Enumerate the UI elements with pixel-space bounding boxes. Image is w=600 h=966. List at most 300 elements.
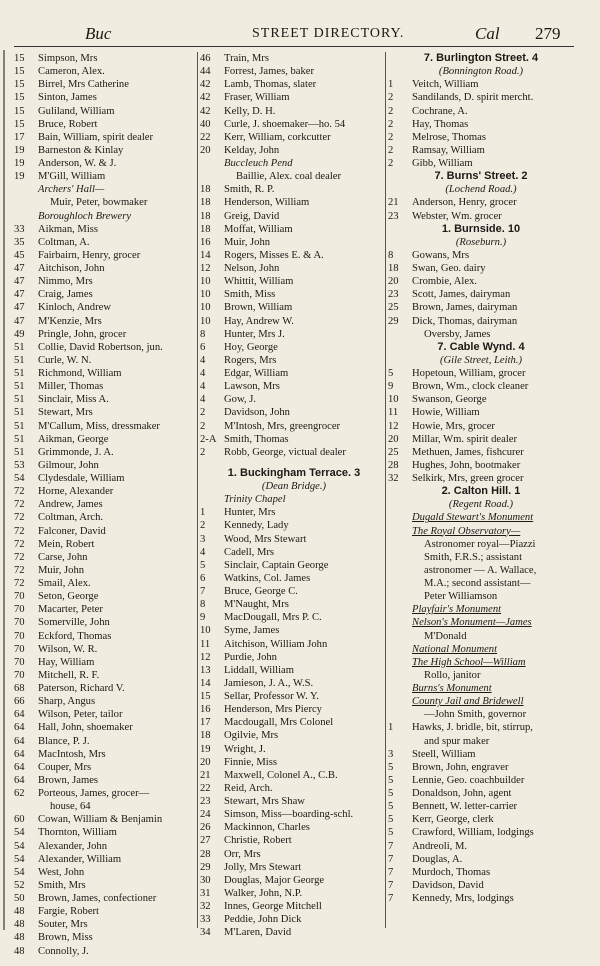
resident-name: Souter, Mrs xyxy=(38,919,88,931)
directory-entry xyxy=(388,406,574,419)
house-number: 19 xyxy=(14,158,25,169)
directory-entry xyxy=(200,144,388,157)
house-number: 2 xyxy=(200,446,206,458)
directory-entry xyxy=(14,446,199,459)
resident-name: Kelday, John xyxy=(224,144,280,156)
directory-entry xyxy=(388,157,574,170)
resident-name: Crombie, Alex. xyxy=(412,276,478,288)
house-number: 3 xyxy=(200,533,206,545)
house-number: 2 xyxy=(200,420,206,432)
resident-name: Webster, Wm. grocer xyxy=(412,210,502,222)
house-number: 40 xyxy=(200,118,211,130)
directory-entry xyxy=(200,874,388,887)
directory-entry xyxy=(388,446,574,459)
house-number: 62 xyxy=(14,788,25,799)
resident-name: Greig, David xyxy=(224,210,280,222)
house-number: 20 xyxy=(388,276,399,288)
resident-name: Guliland, William xyxy=(38,105,115,117)
directory-entry xyxy=(200,887,388,900)
directory-entry xyxy=(200,572,388,585)
street-subheading xyxy=(388,498,574,511)
house-number: 5 xyxy=(388,827,394,839)
resident-name: Bain, William, spirit dealer xyxy=(38,131,153,143)
directory-entry xyxy=(14,354,199,367)
street-heading xyxy=(388,485,574,498)
directory-entry xyxy=(14,157,199,170)
resident-name: Forrest, James, baker xyxy=(224,66,315,78)
resident-name: Mein, Robert xyxy=(38,538,95,550)
directory-entry xyxy=(200,848,388,861)
house-number: 19 xyxy=(14,144,25,156)
directory-entry xyxy=(388,315,574,328)
resident-name: Veitch, William xyxy=(412,79,479,91)
house-number: 42 xyxy=(200,92,211,104)
directory-entry xyxy=(388,288,574,301)
resident-name: Mackinnon, Charles xyxy=(224,822,310,834)
resident-name: Hunter, Mrs J. xyxy=(224,328,285,340)
resident-name: M'Naught, Mrs xyxy=(224,599,289,611)
resident-name: M'Laren, David xyxy=(224,927,292,939)
house-number: 15 xyxy=(14,118,25,130)
resident-name: Henderson, William xyxy=(224,197,310,209)
landmark-entry xyxy=(388,643,574,656)
directory-entry xyxy=(14,65,199,78)
resident-name: Hall, John, shoemaker xyxy=(38,722,133,734)
house-number: 72 xyxy=(14,486,25,498)
resident-name: Paterson, Richard V. xyxy=(38,683,125,694)
continuation-line xyxy=(388,735,574,748)
house-number: 60 xyxy=(14,814,25,826)
directory-entry xyxy=(200,546,388,559)
house-number: 1 xyxy=(388,722,394,734)
resident-name: Douglas, A. xyxy=(412,853,463,865)
resident-name: Barneston & Kinlay xyxy=(38,144,124,156)
resident-name: The High School—William xyxy=(412,656,526,668)
street-heading xyxy=(388,52,574,65)
house-number: 8 xyxy=(388,249,394,261)
resident-name: Brown, John, engraver xyxy=(412,761,509,773)
landmark-entry xyxy=(14,210,199,223)
directory-entry xyxy=(388,721,574,734)
house-number: 23 xyxy=(388,289,399,301)
directory-entry xyxy=(200,91,388,104)
continuation-line xyxy=(388,630,574,643)
house-number: 70 xyxy=(14,669,25,681)
house-number: 17 xyxy=(14,131,25,143)
house-number: 54 xyxy=(14,840,25,852)
house-number: 23 xyxy=(200,796,211,807)
directory-entry xyxy=(388,393,574,406)
house-number: 9 xyxy=(388,381,394,393)
house-number: 4 xyxy=(200,546,206,558)
resident-name: Smith, F.R.S.; assistant xyxy=(424,551,523,563)
house-number: 70 xyxy=(14,630,25,642)
directory-entry xyxy=(388,800,574,813)
resident-name: Collie, David Robertson, jun. xyxy=(38,341,163,353)
house-number: 51 xyxy=(14,446,25,458)
landmark-entry xyxy=(388,616,574,629)
resident-name: Henderson, Mrs Piercy xyxy=(224,704,322,716)
directory-entry xyxy=(388,262,574,275)
house-number: 72 xyxy=(14,525,25,537)
directory-entry xyxy=(388,131,574,144)
directory-entry xyxy=(14,105,199,118)
directory-entry xyxy=(200,315,388,328)
resident-name: Grimmonde, J. A. xyxy=(38,446,114,458)
resident-name: Burns's Monument xyxy=(412,683,492,694)
resident-name: Syme, James xyxy=(224,625,280,637)
house-number: 47 xyxy=(14,263,25,274)
directory-entry xyxy=(388,472,574,485)
directory-entry xyxy=(14,577,199,590)
resident-name: Smith, R. P. xyxy=(224,184,275,196)
house-number: 45 xyxy=(14,249,25,261)
house-number: 44 xyxy=(200,66,211,78)
house-number: 7 xyxy=(388,893,394,904)
directory-entry xyxy=(200,301,388,314)
directory-entry xyxy=(388,787,574,800)
directory-entry xyxy=(14,931,199,944)
house-number: 4 xyxy=(200,394,206,406)
house-number: 27 xyxy=(200,835,211,847)
directory-entry xyxy=(14,643,199,656)
house-number: 47 xyxy=(14,289,25,301)
directory-entry xyxy=(14,879,199,892)
continuation-line xyxy=(14,800,199,813)
directory-entry xyxy=(200,743,388,756)
column-3 xyxy=(388,52,574,905)
directory-entry xyxy=(200,354,388,367)
resident-name: Playfair's Monument xyxy=(412,604,502,616)
house-number: 7 xyxy=(200,586,206,597)
house-number: 5 xyxy=(388,368,394,379)
resident-name: Bruce, Robert xyxy=(38,118,98,130)
house-number: 6 xyxy=(200,572,206,584)
directory-entry xyxy=(14,315,199,328)
spacer xyxy=(200,459,388,467)
resident-name: Simpson, Mrs xyxy=(38,53,98,64)
directory-entry xyxy=(200,131,388,144)
house-number: 72 xyxy=(14,578,25,589)
resident-name: M'Intosh, Mrs, greengrocer xyxy=(224,420,341,432)
resident-name: Brown, James, confectioner xyxy=(38,893,157,904)
directory-entry xyxy=(200,926,388,939)
directory-entry xyxy=(14,144,199,157)
resident-name: Horne, Alexander xyxy=(38,486,114,498)
header-right-guide: Cal xyxy=(475,24,500,43)
resident-name: Fraser, William xyxy=(224,92,290,104)
directory-entry xyxy=(14,603,199,616)
resident-name: Sinclair, Captain George xyxy=(224,559,329,571)
directory-entry xyxy=(200,729,388,742)
resident-name: Murdoch, Thomas xyxy=(412,866,491,878)
directory-entry xyxy=(14,249,199,262)
house-number: 2 xyxy=(200,407,206,419)
resident-name: Finnie, Miss xyxy=(224,756,277,768)
continuation-line xyxy=(388,708,574,721)
directory-entry xyxy=(14,236,199,249)
house-number: 70 xyxy=(14,617,25,629)
directory-entry xyxy=(200,249,388,262)
resident-name: Hunter, Mrs xyxy=(224,507,276,519)
directory-entry xyxy=(388,249,574,262)
resident-name: Aitchison, William John xyxy=(224,638,328,650)
resident-name: Astronomer royal—Piazzi xyxy=(424,538,536,550)
house-number: 18 xyxy=(200,197,211,209)
resident-name: Baillie, Alex. coal dealer xyxy=(236,171,342,183)
directory-entry xyxy=(200,913,388,926)
resident-name: Davidson, John xyxy=(224,407,290,419)
directory-entry xyxy=(388,144,574,157)
directory-entry xyxy=(14,774,199,787)
house-number: 47 xyxy=(14,276,25,288)
house-number: 51 xyxy=(14,341,25,353)
house-number: 5 xyxy=(388,761,394,773)
directory-entry xyxy=(14,78,199,91)
directory-entry xyxy=(388,420,574,433)
resident-name: MacDougall, Mrs P. C. xyxy=(224,612,322,624)
resident-name: Carse, John xyxy=(38,551,88,563)
house-number: 15 xyxy=(14,66,25,78)
house-number: 3 xyxy=(388,748,394,760)
resident-name: Cochrane, A. xyxy=(412,105,468,117)
binding-edge xyxy=(3,50,11,930)
house-number: 68 xyxy=(14,683,25,694)
resident-name: (Roseburn.) xyxy=(455,236,507,248)
directory-entry xyxy=(388,91,574,104)
directory-entry xyxy=(14,787,199,800)
resident-name: Macdougall, Mrs Colonel xyxy=(224,717,334,729)
directory-entry xyxy=(14,853,199,866)
resident-name: Kinloch, Andrew xyxy=(38,302,111,314)
house-number: 53 xyxy=(14,459,25,471)
directory-entry xyxy=(14,472,199,485)
house-number: 72 xyxy=(14,499,25,511)
directory-entry xyxy=(14,433,199,446)
house-number: 15 xyxy=(14,53,25,64)
resident-name: Hoy, George xyxy=(224,341,278,353)
house-number: 10 xyxy=(200,276,211,288)
house-number: 15 xyxy=(200,691,211,702)
house-number: 2 xyxy=(388,118,394,130)
directory-entry xyxy=(200,446,388,459)
directory-entry xyxy=(388,380,574,393)
directory-entry xyxy=(14,118,199,131)
resident-name: Aitchison, John xyxy=(38,263,105,274)
house-number: 11 xyxy=(200,638,211,650)
directory-entry xyxy=(200,651,388,664)
directory-entry xyxy=(14,945,199,958)
directory-entry xyxy=(14,918,199,931)
street-subheading xyxy=(388,65,574,78)
directory-entry xyxy=(14,511,199,524)
directory-entry xyxy=(388,105,574,118)
resident-name: Kennedy, Mrs, lodgings xyxy=(412,893,514,904)
directory-entry xyxy=(388,301,574,314)
directory-entry xyxy=(14,393,199,406)
resident-name: Alexander, William xyxy=(38,853,122,865)
directory-entry xyxy=(388,367,574,380)
directory-entry xyxy=(200,808,388,821)
house-number: 48 xyxy=(14,906,25,918)
directory-entry xyxy=(200,638,388,651)
directory-entry xyxy=(200,406,388,419)
house-number: 54 xyxy=(14,853,25,865)
house-number: 14 xyxy=(200,677,211,689)
resident-name: Couper, Mrs xyxy=(38,761,92,773)
resident-name: Pringle, John, grocer xyxy=(38,328,127,340)
house-number: 64 xyxy=(14,735,25,747)
resident-name: Andreoli, M. xyxy=(412,840,468,852)
resident-name: Curle, J. shoemaker—ho. 54 xyxy=(224,118,346,130)
house-number: 22 xyxy=(200,782,211,794)
house-number: 48 xyxy=(14,919,25,931)
resident-name: Rogers, Mrs xyxy=(224,354,277,366)
resident-name: Anderson, W. & J. xyxy=(38,158,117,169)
continuation-line xyxy=(388,590,574,603)
directory-entry xyxy=(14,52,199,65)
house-number: 18 xyxy=(200,730,211,742)
house-number: 72 xyxy=(14,551,25,563)
resident-name: Andrew, James xyxy=(38,499,103,511)
directory-entry xyxy=(200,900,388,913)
directory-entry xyxy=(200,118,388,131)
house-number: 29 xyxy=(388,315,399,327)
house-number: 25 xyxy=(388,302,399,314)
resident-name: Swan, Geo. dairy xyxy=(412,263,486,274)
resident-name: astronomer — A. Wallace, xyxy=(424,564,537,576)
house-number: 28 xyxy=(200,848,211,860)
resident-name: Smith, Thomas xyxy=(224,433,289,445)
resident-name: 1. Burnside. 10 xyxy=(441,222,521,235)
house-number: 2 xyxy=(388,92,394,104)
continuation-line xyxy=(388,328,574,341)
directory-entry xyxy=(388,748,574,761)
house-number: 7 xyxy=(388,853,394,865)
resident-name: Wilson, W. R. xyxy=(38,643,98,655)
directory-entry xyxy=(14,892,199,905)
directory-entry xyxy=(14,761,199,774)
house-number: 2 xyxy=(388,131,394,143)
directory-entry xyxy=(200,861,388,874)
house-number: 28 xyxy=(388,459,399,471)
house-number: 48 xyxy=(14,945,25,957)
house-number: 72 xyxy=(14,512,25,524)
resident-name: The Royal Observatory— xyxy=(412,525,521,537)
directory-entry xyxy=(200,782,388,795)
house-number: 10 xyxy=(200,289,211,301)
continuation-line xyxy=(388,577,574,590)
house-number: 48 xyxy=(14,932,25,944)
resident-name: Fargie, Robert xyxy=(38,906,100,918)
directory-entry xyxy=(388,840,574,853)
resident-name: Steell, William xyxy=(412,748,476,760)
resident-name: Oversby, James xyxy=(424,328,491,340)
resident-name: (Bonnington Road.) xyxy=(438,66,524,78)
house-number: 64 xyxy=(14,709,25,721)
directory-entry xyxy=(388,853,574,866)
directory-entry xyxy=(200,420,388,433)
landmark-entry xyxy=(14,183,199,196)
house-number: 22 xyxy=(200,131,211,143)
resident-name: (Dean Bridge.) xyxy=(261,481,327,492)
resident-name: Hughes, John, bootmaker xyxy=(412,459,521,471)
directory-entry xyxy=(388,892,574,905)
resident-name: 7. Cable Wynd. 4 xyxy=(437,340,525,353)
house-number: 66 xyxy=(14,696,25,708)
resident-name: Hay, William xyxy=(38,656,95,668)
house-number: 19 xyxy=(14,171,25,183)
directory-entry xyxy=(14,262,199,275)
directory-entry xyxy=(200,105,388,118)
directory-entry xyxy=(200,236,388,249)
resident-name: house, 64 xyxy=(50,801,91,813)
house-number: 51 xyxy=(14,420,25,432)
street-subheading xyxy=(200,480,388,493)
house-number: 64 xyxy=(14,774,25,786)
resident-name: Archers' Hall— xyxy=(38,184,105,196)
house-number: 14 xyxy=(200,249,211,261)
house-number: 18 xyxy=(200,184,211,196)
directory-entry xyxy=(200,559,388,572)
resident-name: (Lochend Road.) xyxy=(445,184,517,196)
house-number: 18 xyxy=(388,263,399,274)
header-left-guide: Buc xyxy=(85,24,112,43)
house-number: 5 xyxy=(200,559,206,571)
resident-name: Hay, Andrew W. xyxy=(224,315,294,327)
resident-name: Hopetoun, William, grocer xyxy=(412,368,526,379)
resident-name: Brown, James xyxy=(38,774,99,786)
house-number: 46 xyxy=(200,53,211,64)
directory-entry xyxy=(14,813,199,826)
resident-name: Macarter, Peter xyxy=(38,604,103,616)
house-number: 6 xyxy=(200,341,206,353)
house-number: 2-A xyxy=(200,433,217,445)
directory-entry xyxy=(200,341,388,354)
resident-name: Gilmour, John xyxy=(38,459,99,471)
directory-entry xyxy=(14,301,199,314)
house-number: 64 xyxy=(14,722,25,734)
resident-name: Sellar, Professor W. Y. xyxy=(224,691,319,702)
house-number: 42 xyxy=(200,79,211,91)
resident-name: Donaldson, John, agent xyxy=(412,788,512,799)
directory-entry xyxy=(14,708,199,721)
resident-name: Watkins, Col. James xyxy=(224,572,311,584)
resident-name: Reid, Arch. xyxy=(224,782,273,794)
resident-name: Fairbairn, Henry, grocer xyxy=(38,249,141,261)
resident-name: Eckford, Thomas xyxy=(38,630,112,642)
resident-name: Millar, Wm. spirit dealer xyxy=(412,433,517,445)
resident-name: Wood, Mrs Stewart xyxy=(224,533,307,545)
house-number: 17 xyxy=(200,717,211,729)
resident-name: Maxwell, Colonel A., C.B. xyxy=(224,769,338,781)
house-number: 8 xyxy=(200,599,206,611)
resident-name: Kerr, George, clerk xyxy=(412,814,494,826)
resident-name: Cadell, Mrs xyxy=(224,546,275,558)
resident-name: Cowan, William & Benjamin xyxy=(38,814,163,826)
directory-entry xyxy=(14,748,199,761)
resident-name: Lennie, Geo. coachbuilder xyxy=(412,774,525,786)
directory-entry xyxy=(14,420,199,433)
resident-name: Boroughloch Brewery xyxy=(38,210,132,222)
house-number: 25 xyxy=(388,446,399,458)
directory-entry xyxy=(388,196,574,209)
directory-entry xyxy=(200,598,388,611)
directory-entry xyxy=(200,834,388,847)
directory-entry xyxy=(14,459,199,472)
resident-name: Muir, John xyxy=(38,564,85,576)
house-number: 51 xyxy=(14,381,25,393)
